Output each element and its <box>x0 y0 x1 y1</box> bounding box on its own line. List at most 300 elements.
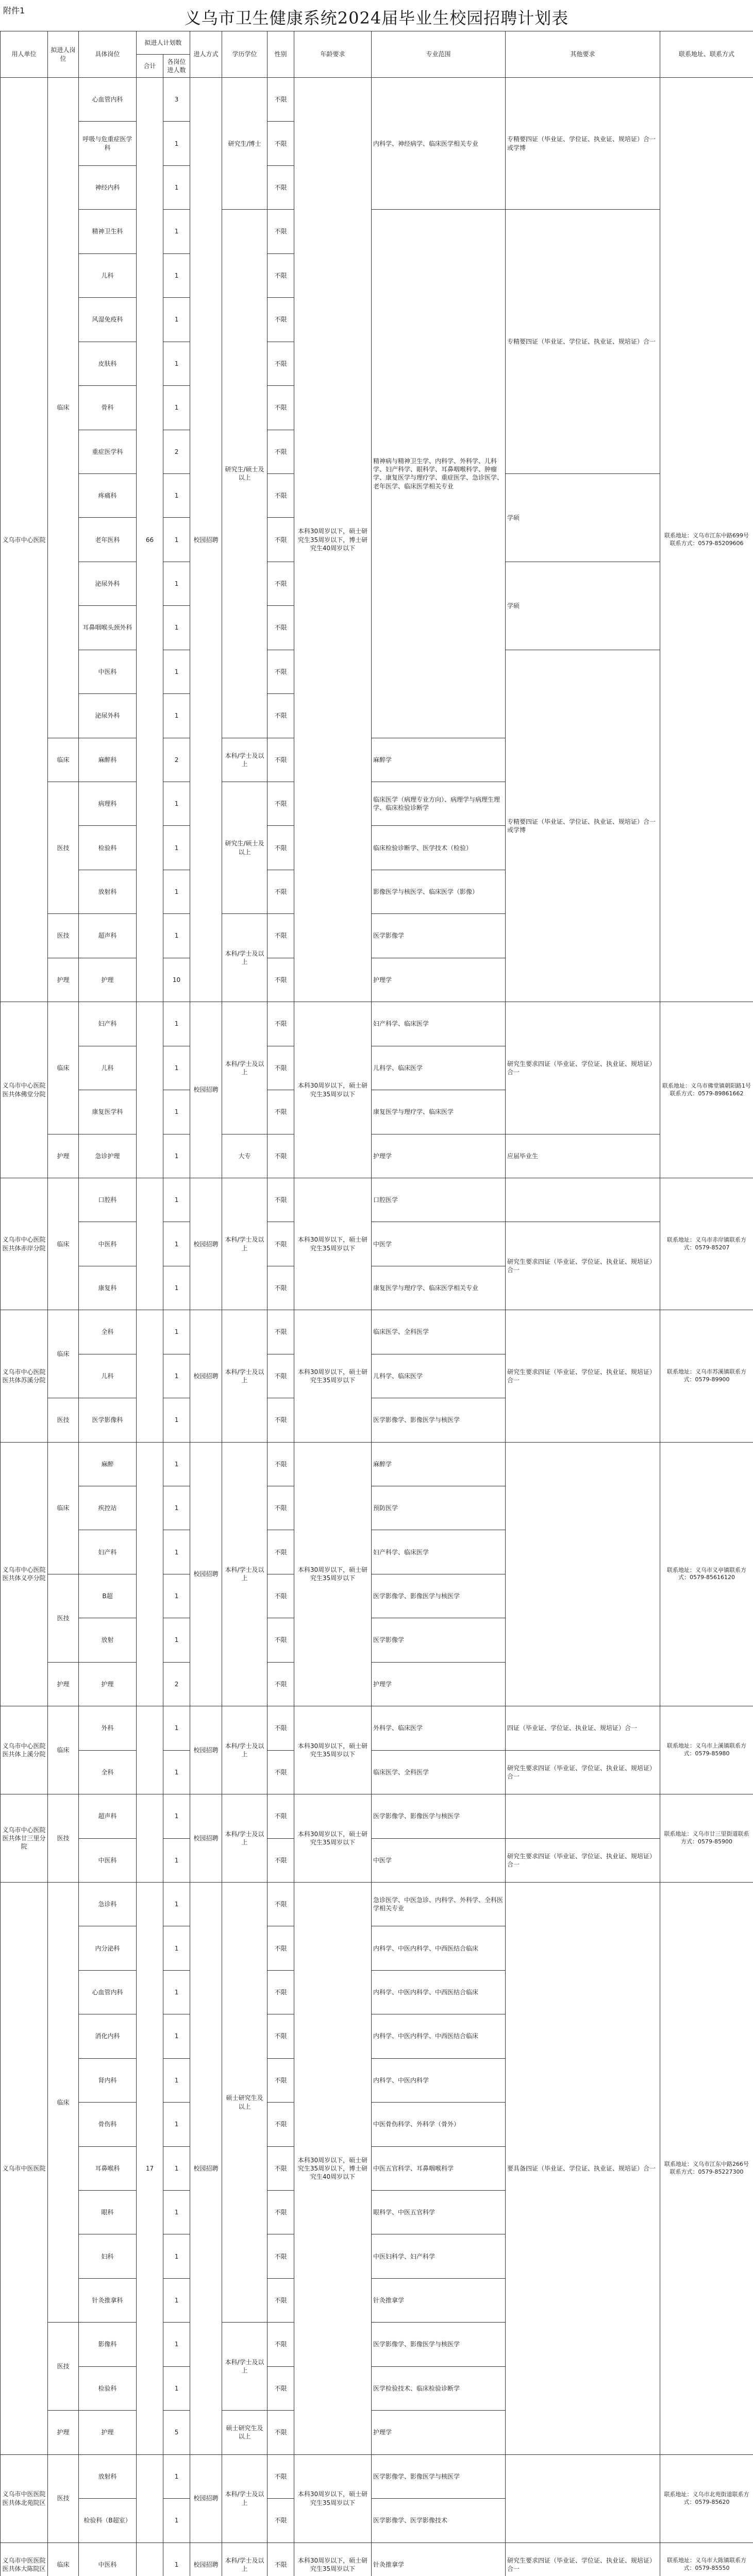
post-category-cell: 临床 <box>48 1178 79 1310</box>
contact-cell: 联系地址：义乌市北苑街道联系方式：0579-85620 <box>660 2454 753 2543</box>
each-cell: 1 <box>163 165 190 209</box>
major-cell: 麻醉学 <box>372 738 506 782</box>
education-cell: 本科/学士及以上 <box>222 1310 267 1442</box>
each-cell: 1 <box>163 2323 190 2366</box>
each-cell: 1 <box>163 1002 190 1046</box>
post-category-cell: 临床 <box>48 2543 79 2576</box>
post-cell: 麻醉科 <box>79 738 137 782</box>
gender-cell: 不限 <box>267 2191 294 2234</box>
post-cell: 耳鼻咽喉头颈外科 <box>79 606 137 650</box>
method-cell: 校园招聘 <box>190 1706 222 1794</box>
contact-cell: 联系地址：义乌市廿三里街道联系方式：0579-85900 <box>660 1794 753 1883</box>
other-cell: 研究生要求四证（毕业证、学位证、执业证、规培证）合一 <box>506 1750 660 1794</box>
post-cell: 急诊护理 <box>79 1134 137 1178</box>
method-cell: 校园招聘 <box>190 1310 222 1442</box>
major-cell: 儿科学、临床医学 <box>372 1046 506 1090</box>
each-cell: 1 <box>163 2103 190 2146</box>
major-cell: 医学检验技术、临床检验诊断学 <box>372 2366 506 2410</box>
age-cell: 本科30周岁以下，硕士研究生35周岁以下 <box>294 1442 372 1706</box>
other-cell: 学硕 <box>506 473 660 562</box>
age-cell: 本科30周岁以下，硕士研究生35周岁以下 <box>294 1706 372 1794</box>
recruitment-plan-table <box>0 31 753 2576</box>
gender-cell: 不限 <box>267 1838 294 1882</box>
gender-cell: 不限 <box>267 2499 294 2543</box>
post-cell: 超声科 <box>79 1794 137 1838</box>
other-cell: 专精要四证（毕业证、学位证、执业证、规培证）合一或学博 <box>506 78 660 210</box>
each-cell: 1 <box>163 1442 190 1486</box>
total-cell <box>137 1442 163 1706</box>
post-cell: 疼痛科 <box>79 473 137 517</box>
contact-cell: 联系地址：义乌市上溪镇联系方式：0579-85980 <box>660 1706 753 1794</box>
post-cell: 中医科 <box>79 1838 137 1882</box>
each-cell: 1 <box>163 1750 190 1794</box>
post-category-cell: 医技 <box>48 1398 79 1442</box>
contact-cell: 联系地址：义乌市苏溪镇联系方式：0579-89900 <box>660 1310 753 1442</box>
post-cell: 消化内科 <box>79 2014 137 2058</box>
table-row <box>1 1794 753 1838</box>
education-cell: 硕士研究生及以上 <box>222 2411 267 2454</box>
gender-cell: 不限 <box>267 826 294 870</box>
major-cell: 医学影像学、影像医学与核医学 <box>372 1574 506 1618</box>
post-cell: 病理科 <box>79 782 137 826</box>
gender-cell: 不限 <box>267 122 294 165</box>
table-row <box>1 2454 753 2498</box>
gender-cell: 不限 <box>267 1706 294 1750</box>
each-cell: 1 <box>163 1618 190 1662</box>
each-cell: 2 <box>163 430 190 473</box>
each-cell: 1 <box>163 342 190 385</box>
header-other: 其他要求 <box>506 31 660 78</box>
gender-cell: 不限 <box>267 1310 294 1354</box>
each-cell: 1 <box>163 1882 190 1926</box>
each-cell: 1 <box>163 1706 190 1750</box>
post-category-cell: 医技 <box>48 914 79 958</box>
total-cell: 17 <box>137 1882 163 2454</box>
post-cell: 护理 <box>79 1662 137 1706</box>
table-row <box>1 78 753 122</box>
header-major: 专业范围 <box>372 31 506 78</box>
gender-cell: 不限 <box>267 473 294 517</box>
gender-cell: 不限 <box>267 1882 294 1926</box>
major-cell: 临床检验诊断学、医学技术（检验） <box>372 826 506 870</box>
post-cell: 神经内科 <box>79 165 137 209</box>
method-cell: 校园招聘 <box>190 2543 222 2576</box>
post-category-cell: 医技 <box>48 1794 79 1883</box>
gender-cell: 不限 <box>267 78 294 122</box>
post-cell: 外科 <box>79 1706 137 1750</box>
major-cell: 内科学、中医内科学、中西医结合临床 <box>372 1926 506 1970</box>
header-unit: 用人单位 <box>1 31 48 78</box>
post-category-cell: 护理 <box>48 1662 79 1706</box>
post-cell: 全科 <box>79 1750 137 1794</box>
major-cell: 针灸推拿学 <box>372 2543 506 2576</box>
education-cell: 本科/学士及以上 <box>222 1442 267 1706</box>
major-cell: 医学影像学 <box>372 914 506 958</box>
post-cell: 中医科 <box>79 650 137 693</box>
each-cell: 2 <box>163 1662 190 1706</box>
post-cell: 放射科 <box>79 2454 137 2498</box>
each-cell: 1 <box>163 694 190 738</box>
each-cell: 1 <box>163 2543 190 2576</box>
education-cell: 大专 <box>222 1134 267 1178</box>
method-cell: 校园招聘 <box>190 1442 222 1706</box>
post-cell: 老年医科 <box>79 518 137 562</box>
gender-cell: 不限 <box>267 298 294 342</box>
unit-cell: 义乌市中心医院医共体上溪分院 <box>1 1706 48 1794</box>
other-cell <box>506 1794 660 1838</box>
gender-cell: 不限 <box>267 1618 294 1662</box>
major-cell: 医学影像学 <box>372 1618 506 1662</box>
education-cell: 研究生/博士 <box>222 78 267 210</box>
post-cell: 检验科（B超室） <box>79 2499 137 2543</box>
gender-cell: 不限 <box>267 210 294 253</box>
education-cell: 研究生/硕士及以上 <box>222 210 267 738</box>
header-age: 年龄要求 <box>294 31 372 78</box>
education-cell: 本科/学士及以上 <box>222 2323 267 2411</box>
major-cell: 临床医学（病理专业方向）、病理学与病理生理学、临床检验诊断学 <box>372 782 506 826</box>
gender-cell: 不限 <box>267 1222 294 1266</box>
gender-cell: 不限 <box>267 1530 294 1574</box>
table-row <box>1 1838 753 1882</box>
post-cell: 妇产科 <box>79 1002 137 1046</box>
other-cell: 研究生要求四证（毕业证、学位证、执业证、规培证）合一 <box>506 1838 660 1882</box>
total-cell <box>137 1706 163 1794</box>
post-cell: 放射 <box>79 1618 137 1662</box>
each-cell: 1 <box>163 1838 190 1882</box>
post-cell: 中医科 <box>79 1222 137 1266</box>
each-cell: 1 <box>163 386 190 430</box>
major-cell: 中医骨伤科学、外科学（骨外） <box>372 2103 506 2146</box>
major-cell: 临床医学、全科医学 <box>372 1750 506 1794</box>
each-cell: 1 <box>163 870 190 913</box>
method-cell: 校园招聘 <box>190 1178 222 1310</box>
gender-cell: 不限 <box>267 2543 294 2576</box>
age-cell: 本科30周岁以下，硕士研究生35周岁以下 <box>294 1310 372 1442</box>
post-cell: 儿科 <box>79 253 137 297</box>
contact-cell: 联系地址：义乌市赤岸镇联系方式：0579-85207 <box>660 1178 753 1310</box>
unit-cell: 义乌市中心医院医共体苏溪分院 <box>1 1310 48 1442</box>
post-category-cell: 医技 <box>48 782 79 914</box>
major-cell: 眼科学、中医五官科学 <box>372 2191 506 2234</box>
method-cell: 校园招聘 <box>190 1882 222 2454</box>
gender-cell: 不限 <box>267 1442 294 1486</box>
each-cell: 1 <box>163 1486 190 1530</box>
other-cell <box>506 1442 660 1706</box>
major-cell: 内科学、中医内科学 <box>372 2058 506 2102</box>
gender-cell: 不限 <box>267 1046 294 1090</box>
other-cell: 学硕 <box>506 562 660 650</box>
gender-cell: 不限 <box>267 386 294 430</box>
major-cell: 麻醉学 <box>372 1442 506 1486</box>
education-cell: 本科/学士及以上 <box>222 914 267 1002</box>
gender-cell: 不限 <box>267 1398 294 1442</box>
header-education: 学历学位 <box>222 31 267 78</box>
gender-cell: 不限 <box>267 2411 294 2454</box>
table-row <box>1 1002 753 1046</box>
major-cell: 医学影像学、影像医学与核医学 <box>372 2323 506 2366</box>
education-cell: 本科/学士及以上 <box>222 1706 267 1794</box>
post-cell: 肾内科 <box>79 2058 137 2102</box>
each-cell: 1 <box>163 253 190 297</box>
major-cell: 儿科学、临床医学 <box>372 1354 506 1398</box>
gender-cell: 不限 <box>267 914 294 958</box>
post-cell: 医学影像科 <box>79 1398 137 1442</box>
each-cell: 1 <box>163 518 190 562</box>
gender-cell: 不限 <box>267 1970 294 2014</box>
each-cell: 1 <box>163 782 190 826</box>
post-cell: 风湿免疫科 <box>79 298 137 342</box>
other-cell <box>506 1178 660 1222</box>
post-cell: 骨伤科 <box>79 2103 137 2146</box>
major-cell: 康复医学与理疗学、临床医学相关专业 <box>372 1266 506 1310</box>
each-cell: 1 <box>163 1046 190 1090</box>
total-cell <box>137 1178 163 1310</box>
gender-cell: 不限 <box>267 738 294 782</box>
post-cell: 检验科 <box>79 2366 137 2410</box>
post-cell: 护理 <box>79 958 137 1002</box>
gender-cell: 不限 <box>267 782 294 826</box>
education-cell: 本科/学士及以上 <box>222 1794 267 1883</box>
each-cell: 1 <box>163 2278 190 2322</box>
each-cell: 1 <box>163 2058 190 2102</box>
post-cell: 泌尿外科 <box>79 694 137 738</box>
each-cell: 3 <box>163 78 190 122</box>
other-cell: 四证（毕业证、学位证、执业证、规培证）合一 <box>506 1706 660 1750</box>
age-cell: 本科30周岁以下，硕士研究生35周岁以下 <box>294 1002 372 1178</box>
each-cell: 1 <box>163 1134 190 1178</box>
post-cell: 重症医学科 <box>79 430 137 473</box>
each-cell: 1 <box>163 473 190 517</box>
post-cell: 检验科 <box>79 826 137 870</box>
gender-cell: 不限 <box>267 1354 294 1398</box>
post-cell: 疾控站 <box>79 1486 137 1530</box>
post-cell: 呼吸与危重症医学科 <box>79 122 137 165</box>
total-cell <box>137 1002 163 1178</box>
header-gender: 性别 <box>267 31 294 78</box>
header-plan: 拟进人计划数 <box>137 31 190 55</box>
major-cell: 针灸推拿学 <box>372 2278 506 2322</box>
post-cell: 中医科 <box>79 2543 137 2576</box>
education-cell: 研究生/硕士及以上 <box>222 782 267 914</box>
post-cell: 耳鼻喉科 <box>79 2146 137 2190</box>
major-cell: 内科学、中医内科学、中西医结合临床 <box>372 2014 506 2058</box>
post-cell: 心血管内科 <box>79 1970 137 2014</box>
post-category-cell: 医技 <box>48 2323 79 2411</box>
major-cell: 康复医学与理疗学、临床医学 <box>372 1090 506 1134</box>
each-cell: 1 <box>163 914 190 958</box>
total-cell <box>137 2543 163 2576</box>
major-cell: 妇产科学、临床医学 <box>372 1002 506 1046</box>
header-total: 合计 <box>137 55 163 78</box>
post-cell: 泌尿外科 <box>79 562 137 605</box>
each-cell: 1 <box>163 562 190 605</box>
education-cell: 硕士研究生及以上 <box>222 1882 267 2322</box>
page-title: 义乌市卫生健康系统2024届毕业生校园招聘计划表 <box>184 8 569 28</box>
major-cell: 影像医学与核医学、临床医学（影像） <box>372 870 506 913</box>
gender-cell: 不限 <box>267 2146 294 2190</box>
each-cell: 1 <box>163 1090 190 1134</box>
major-cell: 护理学 <box>372 1662 506 1706</box>
unit-cell: 义乌市中医医院医共体大陈院区 <box>1 2543 48 2576</box>
gender-cell: 不限 <box>267 1178 294 1222</box>
education-cell: 本科/学士及以上 <box>222 2454 267 2543</box>
table-row <box>1 210 753 253</box>
post-cell: 针灸推拿科 <box>79 2278 137 2322</box>
unit-cell: 义乌市中心医院医共体义亭分院 <box>1 1442 48 1706</box>
each-cell: 1 <box>163 1970 190 2014</box>
method-cell: 校园招聘 <box>190 2454 222 2543</box>
each-cell: 1 <box>163 210 190 253</box>
total-cell: 66 <box>137 78 163 1002</box>
unit-cell: 义乌市中医医院医共体北苑院区 <box>1 2454 48 2543</box>
post-category-cell: 临床 <box>48 738 79 782</box>
header-method: 进人方式 <box>190 31 222 78</box>
post-category-cell: 临床 <box>48 1002 79 1134</box>
table-row <box>1 1442 753 1486</box>
post-cell: 心血管内科 <box>79 78 137 122</box>
gender-cell: 不限 <box>267 1266 294 1310</box>
major-cell: 医学影像学、医学影像技术 <box>372 2499 506 2543</box>
major-cell: 精神病与精神卫生学、内科学、外科学、儿科学、妇产科学、眼科学、耳鼻咽喉科学、肿瘤学、康复医学与理疗学、重症医学、急诊医学、老年医学、临床医学相关专业 <box>372 210 506 738</box>
gender-cell: 不限 <box>267 2278 294 2322</box>
post-cell: 影像科 <box>79 2323 137 2366</box>
annex-label: 附件1 <box>3 6 25 15</box>
major-cell: 护理学 <box>372 958 506 1002</box>
post-category-cell: 医技 <box>48 1574 79 1662</box>
each-cell: 2 <box>163 738 190 782</box>
gender-cell: 不限 <box>267 1574 294 1618</box>
each-cell: 1 <box>163 650 190 693</box>
gender-cell: 不限 <box>267 518 294 562</box>
major-cell: 护理学 <box>372 1134 506 1178</box>
post-cell: 儿科 <box>79 1046 137 1090</box>
each-cell: 1 <box>163 1310 190 1354</box>
post-cell: 康复科 <box>79 1266 137 1310</box>
contact-cell: 联系地址：义乌市大陈镇联系方式：0579-85550 <box>660 2543 753 2576</box>
age-cell: 本科30周岁以下，硕士研究生35周岁以下，博士研究生40周岁以下 <box>294 1882 372 2454</box>
post-category-cell: 临床 <box>48 1310 79 1398</box>
gender-cell: 不限 <box>267 1090 294 1134</box>
major-cell: 中医妇科学、妇产科学 <box>372 2234 506 2278</box>
major-cell: 医学影像学、影像医学与核医学 <box>372 1398 506 1442</box>
each-cell: 1 <box>163 1354 190 1398</box>
post-category-cell: 临床 <box>48 1706 79 1794</box>
header-contact: 联系地址、联系方式 <box>660 31 753 78</box>
post-cell: 急诊科 <box>79 1882 137 1926</box>
each-cell: 10 <box>163 958 190 1002</box>
post-cell: 康复医学科 <box>79 1090 137 1134</box>
post-cell: 超声科 <box>79 914 137 958</box>
contact-cell: 联系地址：义乌市佛堂镇朝阳路1号联系方式：0579-89861662 <box>660 1002 753 1178</box>
gender-cell: 不限 <box>267 2014 294 2058</box>
unit-cell: 义乌市中心医院 <box>1 78 48 1002</box>
gender-cell: 不限 <box>267 342 294 385</box>
gender-cell: 不限 <box>267 1134 294 1178</box>
post-cell: 护理 <box>79 2411 137 2454</box>
each-cell: 1 <box>163 826 190 870</box>
post-cell: 皮肤科 <box>79 342 137 385</box>
each-cell: 1 <box>163 2454 190 2498</box>
table-row <box>1 1750 753 1794</box>
each-cell: 1 <box>163 1926 190 1970</box>
post-cell: 精神卫生科 <box>79 210 137 253</box>
post-category-cell: 医技 <box>48 2454 79 2543</box>
method-cell: 校园招聘 <box>190 1002 222 1178</box>
contact-cell: 联系地址：义乌市江东中路266号联系方式：0579-85227300 <box>660 1882 753 2454</box>
header-row <box>1 31 753 55</box>
each-cell: 1 <box>163 1398 190 1442</box>
table-body <box>1 78 753 2576</box>
post-cell: 放射科 <box>79 870 137 913</box>
contact-cell: 联系地址：义乌市义亭镇联系方式：0579-85616120 <box>660 1442 753 1706</box>
header-each: 各岗位进人数 <box>163 55 190 78</box>
post-category-cell: 临床 <box>48 1442 79 1574</box>
age-cell: 本科30周岁以下，硕士研究生35周岁以下，博士研究生40周岁以下 <box>294 78 372 1002</box>
recruitment-table-wrap <box>0 31 753 2576</box>
other-cell: 应届毕业生 <box>506 1134 660 1178</box>
age-cell: 本科30周岁以下，硕士研究生35周岁以下 <box>294 2454 372 2543</box>
each-cell: 1 <box>163 1574 190 1618</box>
gender-cell: 不限 <box>267 1926 294 1970</box>
unit-cell: 义乌市中医医院 <box>1 1882 48 2454</box>
post-cell: 儿科 <box>79 1354 137 1398</box>
gender-cell: 不限 <box>267 2234 294 2278</box>
major-cell: 中医学 <box>372 1838 506 1882</box>
table-row <box>1 1882 753 1926</box>
age-cell: 本科30周岁以下，硕士研究生35周岁以下 <box>294 2543 372 2576</box>
each-cell: 1 <box>163 2499 190 2543</box>
table-row <box>1 2543 753 2576</box>
each-cell: 1 <box>163 2191 190 2234</box>
gender-cell: 不限 <box>267 430 294 473</box>
major-cell: 医学影像学、影像医学与核医学 <box>372 2454 506 2498</box>
each-cell: 1 <box>163 606 190 650</box>
post-cell: 口腔科 <box>79 1178 137 1222</box>
table-row <box>1 1310 753 1354</box>
other-cell: 研究生要求四证（毕业证、学位证、执业证、规培证）合一 <box>506 1310 660 1442</box>
education-cell: 本科/学士及以上 <box>222 1002 267 1134</box>
table-row <box>1 1222 753 1266</box>
contact-cell: 联系地址：义乌市江东中路699号联系方式：0579-85209606 <box>660 78 753 1002</box>
other-cell: 专精要四证（毕业证、学位证、执业证、规培证）合一或学博 <box>506 650 660 1002</box>
header-post-category: 拟进人岗位 <box>48 31 79 78</box>
major-cell: 预防医学 <box>372 1486 506 1530</box>
unit-cell: 义乌市中心医院医共体赤岸分院 <box>1 1178 48 1310</box>
method-cell: 校园招聘 <box>190 1794 222 1883</box>
header-post: 具体岗位 <box>79 31 137 78</box>
post-category-cell: 临床 <box>48 1882 79 2322</box>
gender-cell: 不限 <box>267 1486 294 1530</box>
post-cell: 内分泌科 <box>79 1926 137 1970</box>
each-cell: 1 <box>163 1266 190 1310</box>
age-cell: 本科30周岁以下，硕士研究生35周岁以下 <box>294 1178 372 1310</box>
table-row <box>1 1134 753 1178</box>
each-cell: 1 <box>163 122 190 165</box>
gender-cell: 不限 <box>267 165 294 209</box>
education-cell: 本科/学士及以上 <box>222 2543 267 2576</box>
each-cell: 1 <box>163 2366 190 2410</box>
post-category-cell: 护理 <box>48 1134 79 1178</box>
gender-cell: 不限 <box>267 1662 294 1706</box>
post-cell: 眼科 <box>79 2191 137 2234</box>
each-cell: 5 <box>163 2411 190 2454</box>
post-category-cell: 护理 <box>48 958 79 1002</box>
gender-cell: 不限 <box>267 2058 294 2102</box>
post-cell: 全科 <box>79 1310 137 1354</box>
total-cell <box>137 1310 163 1442</box>
major-cell: 中医学 <box>372 1222 506 1266</box>
each-cell: 1 <box>163 2014 190 2058</box>
